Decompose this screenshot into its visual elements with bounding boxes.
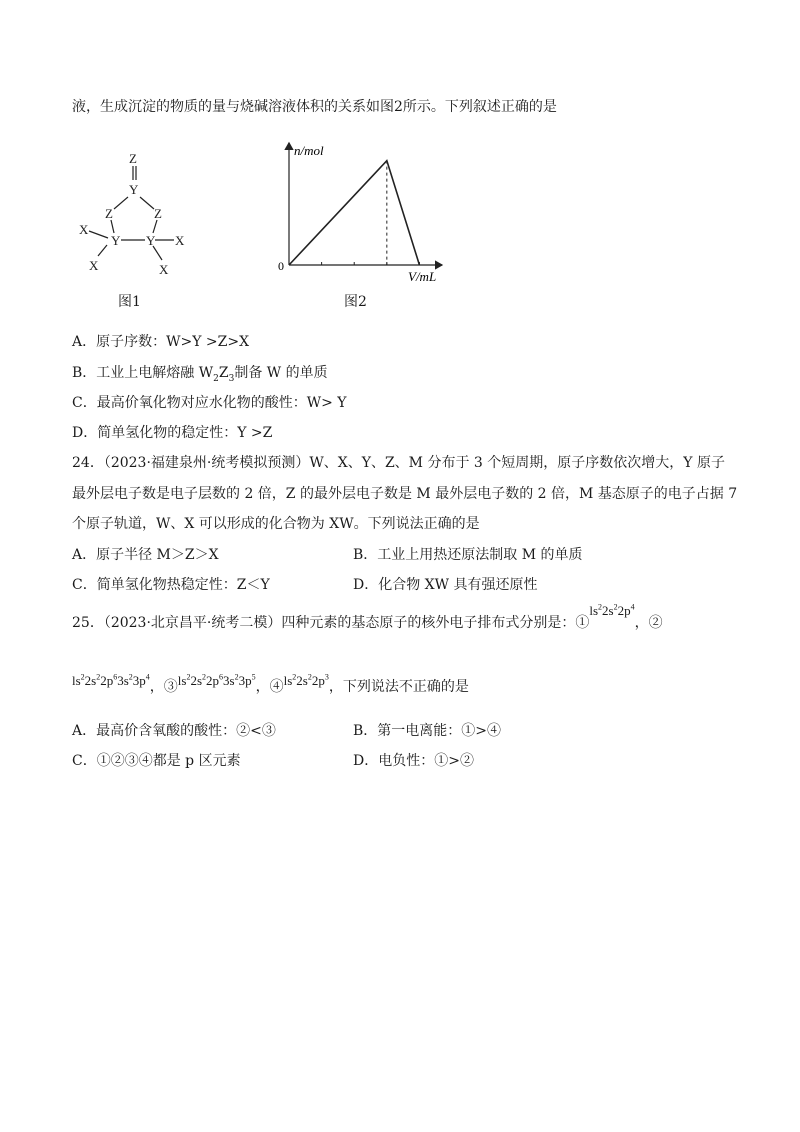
q24-option-b[interactable]: B．工业上用热还原法制取 M 的单质 xyxy=(353,547,583,563)
q23-option-b[interactable]: B．工业上电解熔融 $W_2Z_3$制备 W 的单质 xyxy=(72,365,328,384)
figure1-caption: 图1 xyxy=(118,294,141,310)
atom-y-left: Y xyxy=(111,233,121,248)
q23-option-a[interactable]: A．原子序数：W>Y >Z>X xyxy=(72,334,250,350)
electron-config-2: $ls^22s^22p^63s^23p^4$ xyxy=(72,672,150,688)
q23-option-c[interactable]: C．最高价氧化物对应水化物的酸性：W> Y xyxy=(72,395,347,411)
atom-x-left-top: X xyxy=(79,222,89,237)
q25-option-a[interactable]: A．最高价含氧酸的酸性：②<③ xyxy=(72,723,276,739)
q24-stem-line1: 24．（2023·福建泉州·统考模拟预测）W、X、Y、Z、M 分布于 3 个短周期，原子序数依次增大，Y 原子 xyxy=(72,455,725,471)
q24-option-c[interactable]: C．简单氢化物热稳定性：Z＜Y xyxy=(72,577,270,593)
electron-config-3: $ls^22s^22p^63s^23p^5$ xyxy=(177,672,256,688)
q24-stem-line2: 最外层电子数是电子层数的 2 倍，Z 的最外层电子数是 M 最外层电子数的 2 倍，M 基态原子的电子占据 7 xyxy=(72,486,738,502)
figure2-chart xyxy=(270,135,460,285)
atom-x-right-top: X xyxy=(175,233,185,248)
q24-option-d[interactable]: D．化合物 XW 具有强还原性 xyxy=(353,577,538,593)
atom-x-left-bottom: X xyxy=(89,258,99,273)
precipitate-line xyxy=(289,161,419,265)
q24-stem-line3: 个原子轨道，W、X 可以形成的化合物为 XW。下列说法正确的是 xyxy=(72,516,480,532)
atom-x-right-bottom: X xyxy=(159,262,169,277)
q25-stem-line1: 25．（2023·北京昌平·统考二模）四种元素的基态原子的核外电子排布式分别是：$①ls^22s^22p^4$，② xyxy=(72,602,663,631)
q23-option-d[interactable]: D．简单氢化物的稳定性：Y >Z xyxy=(72,425,273,441)
x-axis-label: V/mL xyxy=(408,269,437,284)
figure1-structure xyxy=(76,150,216,280)
atom-y-top: Y xyxy=(129,182,139,197)
atom-z-right: Z xyxy=(154,206,162,221)
q25-option-c[interactable]: C．①②③④都是 p 区元素 xyxy=(72,753,241,769)
q25-option-d[interactable]: D．电负性：①>② xyxy=(353,753,474,769)
intro-text: 液，生成沉淀的物质的量与烧碱溶液体积的关系如图2所示。下列叙述正确的是 xyxy=(72,99,557,115)
atom-y-right: Y xyxy=(146,233,156,248)
electron-config-4: $ls^22s^22p^3$ xyxy=(283,672,329,688)
figure2-caption: 图2 xyxy=(344,294,367,310)
electron-config-1: $ls^22s^22p^4$ xyxy=(589,602,635,618)
q25-stem-line2: $ls^22s^22p^63s^23p^4$，$③ls^22s^22p^63s^23p^5$，$④ls^22s^22p^3$，下列说法不正确的是 xyxy=(72,672,469,695)
atom-z-left: Z xyxy=(105,206,113,221)
q25-option-b[interactable]: B．第一电离能：①>④ xyxy=(353,723,502,739)
atom-z-top: Z xyxy=(129,151,137,166)
origin-label: 0 xyxy=(278,259,284,273)
q24-option-a[interactable]: A．原子半径 M＞Z＞X xyxy=(72,547,219,563)
y-axis-label: n/mol xyxy=(294,143,324,158)
